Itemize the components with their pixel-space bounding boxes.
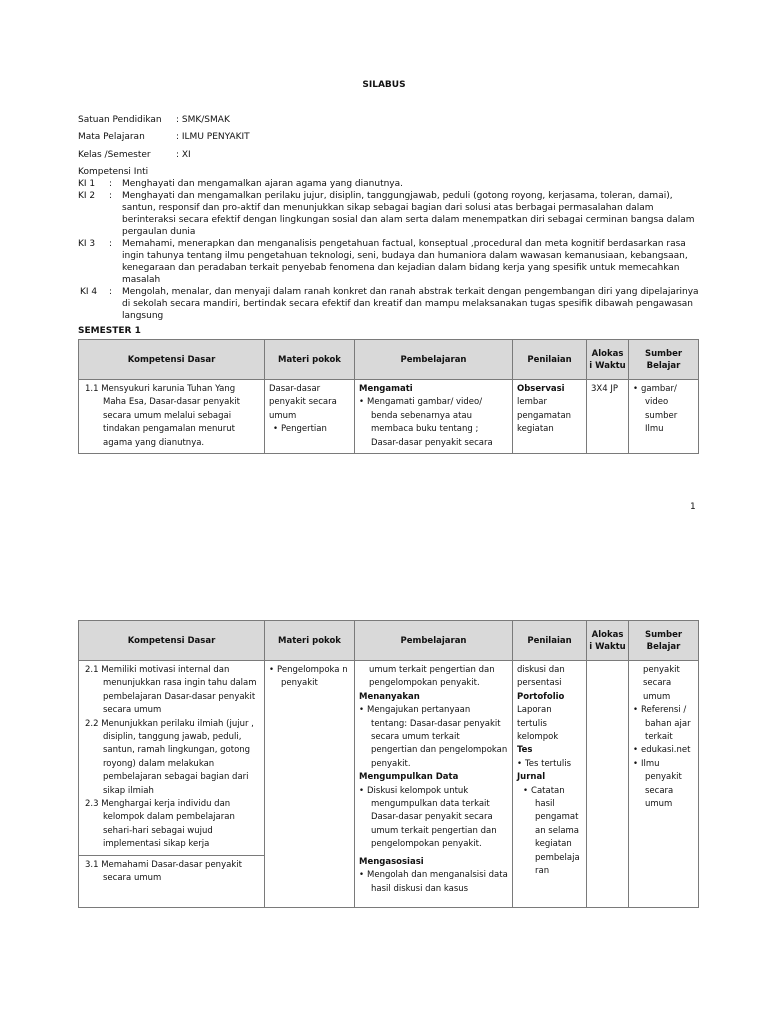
pembelajaran-cell — [355, 380, 513, 454]
header-pembelajaran: Pembelajaran — [355, 340, 513, 380]
penilaian-cell — [513, 380, 587, 454]
assessment-text: lembar pengamatan kegiatan — [517, 397, 572, 435]
header-alokasi-waktu: Alokas i Waktu — [587, 621, 629, 661]
header-alokasi-waktu: Alokas i Waktu — [587, 340, 629, 380]
activity-bullet: • Mengamati gambar/ video/ benda sebenarnya atau membaca buku tentang ; Dasar-dasar penyakit secara — [359, 396, 508, 450]
header-materi-pokok: Materi pokok — [265, 621, 355, 661]
header-penilaian: Penilaian — [513, 340, 587, 380]
activity-bullet: • Mengolah dan menganalsisi data hasil diskusi dan kasus — [359, 869, 508, 896]
table-row — [79, 661, 699, 856]
materi-cell — [265, 380, 355, 454]
kd-text: 2.3 Menghargai kerja individu dan kelompok dalam pembelajaran sehari-hari sebagai wujud implementasi sikap kerja — [85, 799, 235, 850]
assessment-text: diskusi dan persentasi — [517, 665, 565, 689]
alokasi-cell — [587, 661, 629, 908]
ki-code: KI 3 — [78, 239, 96, 249]
ki-code: KI 2 — [78, 191, 96, 201]
kd-text: 1.1 Mensyukuri karunia Tuhan Yang Maha Esa, Dasar-dasar penyakit secara umum melalui sebagai tindakan pengamalan menurut agama yang dianutnya. — [85, 384, 240, 448]
ki-code: KI 4 — [80, 287, 98, 297]
source-bullet: • Ilmu penyakit secara umum — [633, 758, 694, 812]
header-sumber-belajar: Sumber Belajar — [629, 340, 699, 380]
header-sumber-belajar: Sumber Belajar — [629, 621, 699, 661]
ki-text: Memahami, menerapkan dan menganalisis pengetahuan factual, konseptual ,procedural dan meta kognitif berdasarkan rasa ingin tahunya tentang ilmu pengetahuan teknologi, seni, budaya dan humaniora dalam wawasan kemanusiaan, kebangsaan, kenegaraan dan peradaban terkait penyebab fenomena dan kejadian dalam bidang kerja yang spesifik untuk memecahkan masalah — [122, 239, 688, 285]
header-pembelajaran: Pembelajaran — [355, 621, 513, 661]
meta-value: : ILMU PENYAKIT — [176, 132, 250, 142]
ki-colon: : — [109, 179, 113, 189]
assessment-text: Laporan tertulis kelompok — [517, 705, 559, 743]
syllabus-table-1 — [78, 339, 699, 454]
assessment-heading: Observasi — [517, 384, 565, 394]
semester-heading: SEMESTER 1 — [78, 326, 141, 336]
table-row — [79, 380, 699, 454]
kd-text: 2.1 Memiliki motivasi internal dan menunjukkan rasa ingin tahu dalam pembelajaran Dasar-dasar penyakit secara umum — [85, 665, 257, 716]
assessment-heading: Portofolio — [517, 691, 565, 702]
source-bullet: • Referensi / bahan ajar terkait — [633, 704, 694, 744]
meta-value: : XI — [176, 150, 191, 160]
penilaian-cell — [513, 661, 587, 908]
ki-heading: Kompetensi Inti — [78, 167, 149, 177]
header-kompetensi-dasar: Kompetensi Dasar — [79, 340, 265, 380]
header-penilaian: Penilaian — [513, 621, 587, 661]
syllabus-table-2 — [78, 620, 699, 908]
assessment-heading: Jurnal — [517, 772, 546, 783]
source-bullet: • edukasi.net — [633, 744, 694, 757]
document-title: SILABUS — [362, 80, 406, 90]
source-text: penyakit secara umum — [643, 665, 680, 702]
kd-text: 3.1 Memahami Dasar-dasar penyakit secara umum — [85, 859, 242, 884]
source-bullet: • gambar/ video sumber Ilmu — [633, 383, 694, 437]
kd-cell — [79, 661, 265, 856]
ki-colon: : — [109, 287, 113, 297]
header-materi-pokok: Materi pokok — [265, 340, 355, 380]
sumber-cell — [629, 380, 699, 454]
assessment-bullet: • Catatan hasil pengamat an selama kegiatan pembelaja ran — [517, 785, 582, 879]
materi-bullet: • Pengertian — [269, 423, 350, 436]
materi-text: Dasar-dasar penyakit secara umum — [269, 384, 337, 421]
materi-bullet: • Pengelompoka n penyakit — [269, 664, 350, 691]
pembelajaran-cell — [355, 661, 513, 908]
ki-text: Mengolah, menalar, dan menyaji dalam ranah konkret dan ranah abstrak terkait dengan pengembangan diri yang dipelajarinya di sekolah secara mandiri, bertindak secara efektif dan kreatif dan mampu melaksanakan tugas spesifik dibawah pengawasan langsung — [122, 287, 699, 321]
activity-bullet: • Diskusi kelompok untuk mengumpulkan data terkait Dasar-dasar penyakit secara umum terkait pengertian dan pengelompokan penyakit. — [359, 785, 508, 852]
page-number: 1 — [690, 502, 696, 512]
sumber-cell — [629, 661, 699, 908]
header-kompetensi-dasar: Kompetensi Dasar — [79, 621, 265, 661]
activity-text: umum terkait pengertian dan pengelompokan penyakit. — [369, 665, 495, 689]
kd-cell — [79, 380, 265, 454]
activity-heading: Mengamati — [359, 384, 413, 394]
kd-cell — [79, 855, 265, 907]
assessment-bullet: • Tes tertulis — [517, 758, 582, 771]
alokasi-cell: 3X4 JP — [587, 380, 629, 454]
meta-label: Satuan Pendidikan — [78, 115, 162, 125]
ki-colon: : — [109, 239, 113, 249]
meta-label: Kelas /Semester — [78, 150, 151, 160]
ki-colon: : — [109, 191, 113, 201]
ki-code: KI 1 — [78, 179, 96, 189]
meta-value: : SMK/SMAK — [176, 115, 230, 125]
activity-heading: Menanyakan — [359, 691, 420, 702]
meta-label: Mata Pelajaran — [78, 132, 145, 142]
ki-text: Menghayati dan mengamalkan ajaran agama yang dianutnya. — [122, 179, 404, 189]
activity-bullet: • Mengajukan pertanyaan tentang: Dasar-dasar penyakit secara umum terkait pengertian dan pengelompokan penyakit. — [359, 704, 508, 771]
activity-heading: Mengasosiasi — [359, 856, 424, 867]
materi-cell — [265, 661, 355, 908]
assessment-heading: Tes — [517, 745, 533, 756]
ki-text: Menghayati dan mengamalkan perilaku jujur, disiplin, tanggungjawab, peduli (gotong royong, kerjasama, toleran, damai), santun, responsif dan pro-aktif dan menunjukkan sikap sebagai bagian dari solusi atas berbagai permasalahan dalam berinteraksi secara efektif dengan lingkungan sosial dan alam serta dalam menempatkan diri sebagai cerminan bangsa dalam pergaulan dunia — [122, 191, 695, 237]
activity-heading: Mengumpulkan Data — [359, 772, 459, 783]
kd-text: 2.2 Menunjukkan perilaku ilmiah (jujur , disiplin, tanggung jawab, peduli, santun, ramah lingkungan, gotong royong) dalam melakukan pembelajaran sebagai bagian dari sikap ilmiah — [85, 718, 254, 796]
